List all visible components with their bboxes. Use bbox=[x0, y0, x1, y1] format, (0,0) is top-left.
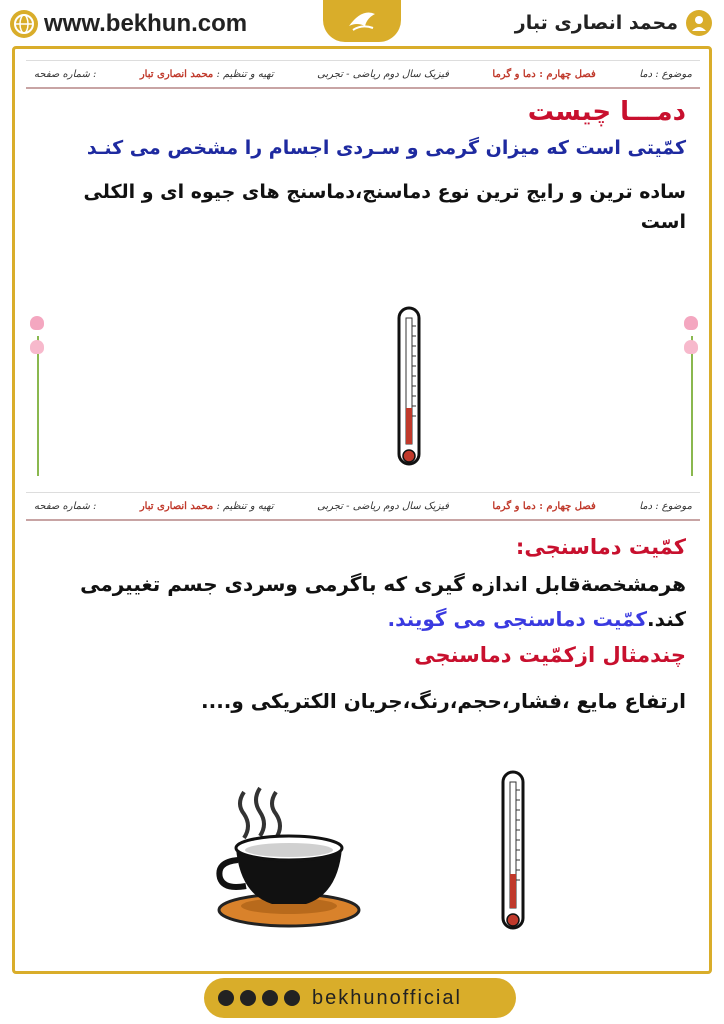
examples-title: چندمثال ازکمّیت دماسنجی bbox=[414, 643, 686, 667]
author-block bbox=[515, 10, 712, 36]
social-footer bbox=[204, 978, 516, 1018]
author-name: محمد انصاری تبار bbox=[514, 12, 678, 34]
meta-prepared: تهیه و تنظیم : محمد انصاری تبار bbox=[139, 500, 274, 512]
meta-topic: موضوع : دما bbox=[639, 500, 692, 512]
instagram-icon[interactable] bbox=[218, 990, 234, 1006]
slide-temperature bbox=[26, 60, 700, 490]
meta-page: شماره صفحه : bbox=[34, 68, 97, 80]
youtube-icon[interactable] bbox=[240, 990, 256, 1006]
meta-chapter: فصل چهارم : دما و گرما bbox=[492, 68, 596, 80]
body-text: ساده ترین و رایج ترین نوع دماسنج،دماسنج های جیوه ای و الکلی است bbox=[83, 181, 686, 234]
slide-thermometric-quantity bbox=[26, 492, 700, 962]
body-paragraph: هرمشخصةقابل اندازه گیری که باگرمی وسردی جسم تغییرمی کند.کمّیت دماسنجی می گویند. bbox=[80, 572, 686, 631]
thermometer-icon bbox=[496, 770, 530, 940]
meta-prepared: تهیه و تنظیم : محمد انصاری تبار bbox=[139, 68, 274, 80]
slide-title: دمـــا چیست bbox=[527, 97, 686, 127]
definition-text: کمّیتی است که میزان گرمی و سـردی اجسام را مشخص می کنـد bbox=[86, 137, 686, 159]
meta-topic: موضوع : دما bbox=[639, 68, 692, 80]
meta-course: فیزیک سال دوم ریاضی - تجربی bbox=[317, 500, 449, 512]
eitaa-icon[interactable] bbox=[284, 990, 300, 1006]
flower-icon bbox=[30, 316, 46, 476]
slide-title: کمّیت دماسنجی: bbox=[515, 535, 686, 559]
telegram-icon[interactable] bbox=[262, 990, 278, 1006]
thermometer-icon bbox=[392, 306, 426, 476]
social-handle[interactable]: bekhunofficial bbox=[312, 986, 462, 1009]
globe-icon bbox=[10, 10, 38, 38]
site-header bbox=[0, 0, 724, 48]
coffee-cup-icon bbox=[214, 782, 364, 932]
brand-logo bbox=[323, 0, 401, 42]
user-icon bbox=[686, 10, 712, 36]
meta-page: شماره صفحه : bbox=[34, 500, 97, 512]
examples-text: ارتفاع مایع ،فشار،حجم،رنگ،جریان الکتریکی و.... bbox=[201, 689, 686, 713]
flower-icon bbox=[684, 316, 700, 476]
meta-chapter: فصل چهارم : دما و گرما bbox=[492, 500, 596, 512]
slide-meta-bar bbox=[26, 60, 700, 89]
site-url: www.bekhun.com bbox=[44, 10, 248, 37]
site-link[interactable] bbox=[10, 10, 247, 38]
slide-meta-bar bbox=[26, 492, 700, 521]
meta-course: فیزیک سال دوم ریاضی - تجربی bbox=[317, 68, 449, 80]
